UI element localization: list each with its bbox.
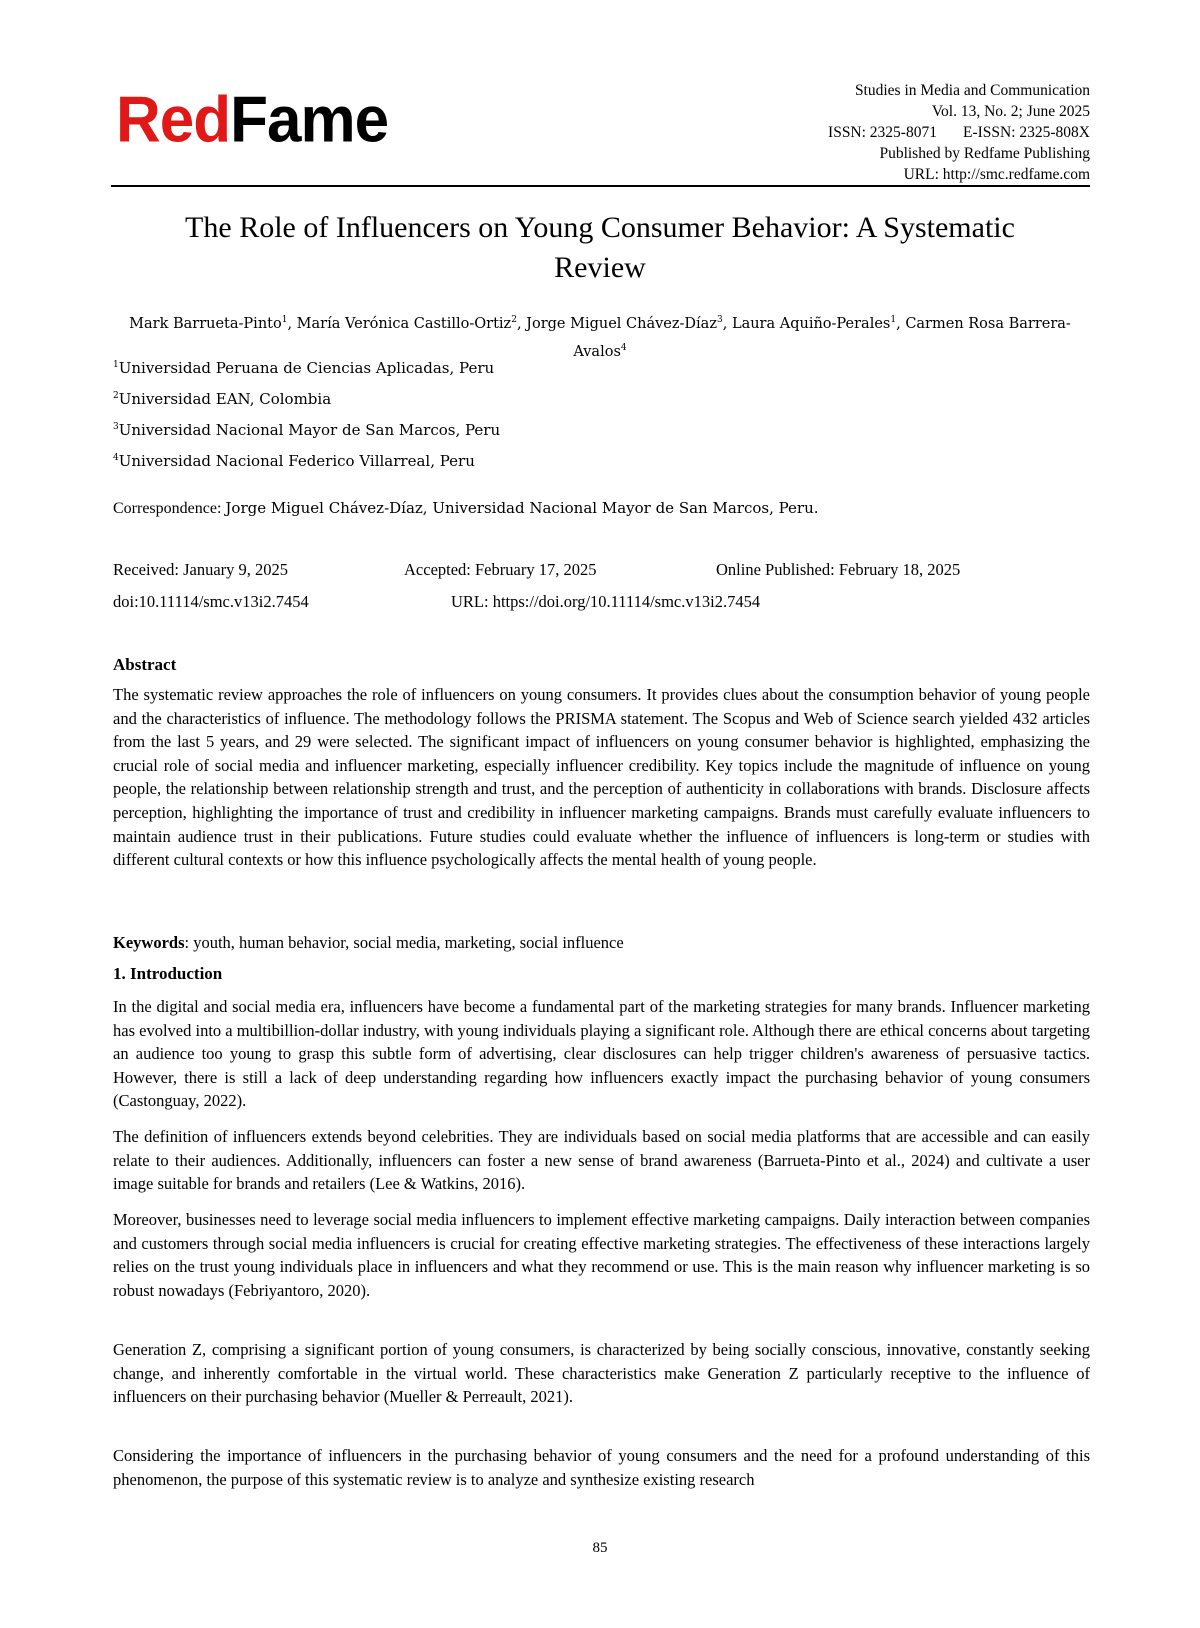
author: Laura Aquiño-Perales$^1$, — [731, 315, 906, 332]
abstract-text: The systematic review approaches the role of influencers on young consumers. It provides clues about the consumption behavior of young people and the characteristics of influence. The methodology follows the PRISMA statement. The Scopus and Web of Science search yielded 432 articles from the last 5 years, and 29 were selected. The significant impact of influencers on young consumer behavior is highlighted, emphasizing the crucial role of social media and influencer marketing, especially influencer credibility. Key topics include the magnitude of influence on young people, the relationship between relationship strength and trust, and the perception of authenticity in collaborations with brands. Disclosure affects perception, highlighting the importance of trust and credibility in influencer marketing campaigns. Brands must carefully evaluate influencers to maintain audience trust in their publications. Future studies could evaluate whether the influence of influencers is long-term or studies with different cultural contexts or how this influence psychologically affects the mental health of young people. — [113, 685, 1090, 870]
journal-issn: ISSN: 2325-8071 E-ISSN: 2325-808X — [828, 124, 1090, 141]
page-number: 85 — [592, 1540, 608, 1556]
intro-paragraph: Generation Z, comprising a significant portion of young consumers, is characterized by being socially conscious, innovative, constantly seeking change, and inherently comfortable in the virtual world. These characteristics make Generation Z particularly receptive to the influence of influencers on their purchasing behavior (Mueller & Perreault, 2021). — [113, 1340, 1090, 1407]
affiliation: $^3$Universidad Nacional Mayor de San Marcos, Peru — [113, 421, 501, 439]
intro-paragraph: The definition of influencers extends beyond celebrities. They are individuals based on social media platforms that are accessible and can easily relate to their audiences. Additionally, influencers can foster a new sense of brand awareness (Barrueta-Pinto et al., 2024) and cultivate a user image suitable for brands and retailers (Lee & Watkins, 2016). — [113, 1127, 1090, 1194]
affiliation: $^4$Universidad Nacional Federico Villarreal, Peru — [113, 452, 475, 470]
redfame-logo: RedFame — [116, 83, 389, 157]
intro-paragraph: Considering the importance of influencers in the purchasing behavior of young consumers and the need for a profound understanding of this phenomenon, the purpose of this systematic review is to analyze and synthesize existing research — [113, 1446, 1090, 1489]
doi-url[interactable]: URL: https://doi.org/10.11114/smc.v13i2.7454 — [451, 592, 761, 611]
header-rule — [111, 185, 1090, 187]
author: María Verónica Castillo-Ortiz$^2$, — [296, 315, 527, 332]
journal-volume: Vol. 13, No. 2; June 2025 — [931, 103, 1090, 120]
intro-paragraph: In the digital and social media era, influencers have become a fundamental part of the marketing strategies for many brands. Influencer marketing has evolved into a multibillion-dollar industry, with young individuals playing a significant role. Although there are ethical concerns about targeting an audience too young to grasp this subtle form of advertising, clear disclosures can help trigger children's awareness of persuasive tactics. However, there is still a lack of deep understanding regarding how influencers exactly impact the purchasing behavior of young consumers (Castonguay, 2022). — [113, 997, 1090, 1111]
affiliation: $^1$Universidad Peruana de Ciencias Aplicadas, Peru — [113, 359, 495, 377]
journal-url[interactable]: URL: http://smc.redfame.com — [903, 166, 1090, 183]
correspondence: Correspondence: Jorge Miguel Chávez-Díaz, Universidad Nacional Mayor de San Marcos, Peru. — [113, 499, 819, 517]
journal-publisher: Published by Redfame Publishing — [879, 145, 1090, 162]
author: Mark Barrueta-Pinto$^1$, — [129, 315, 297, 332]
abstract-heading: Abstract — [113, 655, 177, 674]
author: Carmen Rosa Barrera-Avalos$^4$ — [573, 315, 1071, 360]
intro-paragraph: Moreover, businesses need to leverage social media influencers to implement effective marketing campaigns. Daily interaction between companies and customers through social media influencers is crucial for creating effective marketing strategies. The effectiveness of these interactions largely relies on the trust young individuals place in influencers and what they recommend or use. This is the main reason why influencer marketing is so robust nowadays (Febriyantoro, 2020). — [113, 1210, 1090, 1300]
affiliation: $^2$Universidad EAN, Colombia — [113, 390, 332, 408]
journal-info — [828, 80, 1090, 185]
accepted-date: Accepted: February 17, 2025 — [404, 560, 597, 579]
journal-name: Studies in Media and Communication — [854, 82, 1090, 99]
article-title: The Role of Influencers on Young Consumer Behavior: A Systematic Review — [185, 211, 1015, 284]
keywords: Keywords: youth, human behavior, social media, marketing, social influence — [113, 933, 624, 952]
author: Jorge Miguel Chávez-Díaz$^3$, — [526, 315, 732, 332]
received-date: Received: January 9, 2025 — [113, 560, 289, 579]
doi: doi:10.11114/smc.v13i2.7454 — [113, 592, 309, 611]
introduction-heading: 1. Introduction — [113, 964, 223, 983]
online-published-date: Online Published: February 18, 2025 — [716, 560, 961, 579]
